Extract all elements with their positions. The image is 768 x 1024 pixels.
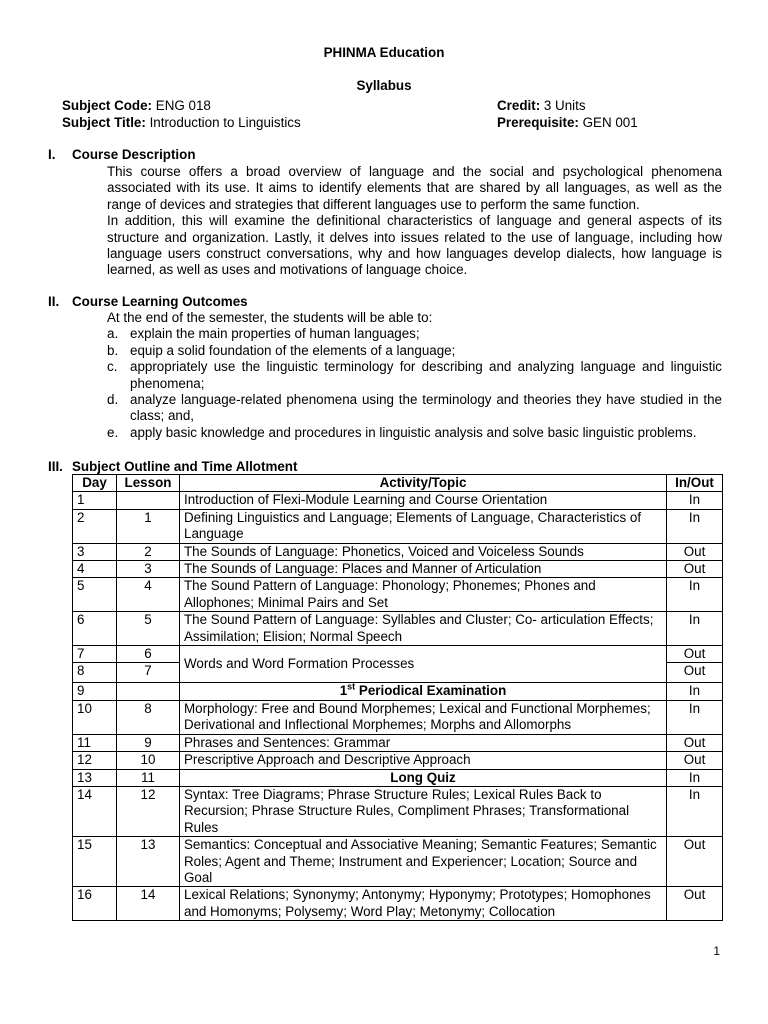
subject-code-label: Subject Code: [62, 98, 153, 113]
list-item-text: analyze language-related phenomena using the terminology and theories they have studied in the class; and, [130, 392, 722, 424]
table-row [73, 887, 723, 921]
cell-inout: In [667, 769, 723, 786]
list-marker: b. [107, 342, 119, 358]
credit-label: Credit: [497, 98, 541, 113]
cell-lesson: 13 [117, 837, 180, 887]
cell-inout: In [667, 612, 723, 646]
cell-day: 9 [73, 683, 117, 700]
list-item-text: equip a solid foundation of the elements of a language; [130, 342, 456, 358]
cell-lesson: 2 [117, 543, 180, 560]
course-description-body [107, 164, 722, 279]
table-row [73, 734, 723, 751]
cell-activity: The Sound Pattern of Language: Phonology; Phonemes; Phones and Allophones; Minimal Pairs and Set [180, 578, 667, 612]
cell-day: 8 [73, 663, 117, 683]
exam-label: Periodical Examination [358, 683, 507, 699]
cell-day: 7 [73, 646, 117, 663]
cell-lesson [117, 492, 180, 509]
prereq-value: GEN 001 [582, 115, 638, 130]
cell-inout: Out [667, 646, 723, 663]
section-title: Course Learning Outcomes [72, 294, 248, 309]
cell-lesson: 14 [117, 887, 180, 921]
description-paragraph: In addition, this will examine the definitional characteristics of language and general aspects of its structure and organization. Lastly, it delves into issues related to the use of language, including how language users construct conversations, why and how languages develop dialects, how language is learned, as well as uses and motivations of language choice. [107, 213, 722, 278]
description-paragraph: This course offers a broad overview of language and the social and psychological phenomena associated with its use. It aims to identify elements that are shared by all languages, as well as the range of devices and strategies that different languages use to perform the same function. [107, 164, 722, 212]
cell-lesson: 7 [117, 663, 180, 683]
cell-day: 15 [73, 837, 117, 887]
cell-lesson: 8 [117, 700, 180, 734]
cell-inout: Out [667, 663, 723, 683]
cell-lesson: 11 [117, 769, 180, 786]
cell-inout: In [667, 492, 723, 509]
cell-day: 10 [73, 700, 117, 734]
header-inout: In/Out [667, 475, 723, 492]
cell-inout: Out [667, 837, 723, 887]
exam-number: 1 [339, 683, 348, 699]
cell-inout: In [667, 578, 723, 612]
section-number: I. [48, 147, 56, 162]
cell-inout: In [667, 700, 723, 734]
table-row [73, 509, 723, 543]
cell-lesson: 3 [117, 561, 180, 578]
header-lesson: Lesson [117, 475, 180, 492]
cell-activity: The Sounds of Language: Places and Manner of Articulation [180, 561, 667, 578]
doc-type-title: Syllabus [356, 78, 412, 93]
list-item [107, 343, 722, 359]
cell-activity: Words and Word Formation Processes [180, 646, 667, 683]
page-number: 1 [713, 944, 720, 958]
cell-day: 3 [73, 543, 117, 560]
table-row [73, 786, 723, 836]
subject-title-value: Introduction to Linguistics [149, 115, 301, 130]
list-marker: c. [107, 359, 118, 375]
table-row [73, 752, 723, 769]
cell-lesson: 4 [117, 578, 180, 612]
subject-code-line [62, 98, 211, 114]
cell-day: 16 [73, 887, 117, 921]
cell-activity: The Sounds of Language: Phonetics, Voiced and Voiceless Sounds [180, 543, 667, 560]
cell-activity [180, 683, 667, 700]
outline-table [72, 474, 723, 921]
cell-inout: Out [667, 752, 723, 769]
cell-lesson: 5 [117, 612, 180, 646]
cell-day: 6 [73, 612, 117, 646]
list-marker: e. [107, 424, 119, 440]
cell-day: 13 [73, 769, 117, 786]
cell-day: 1 [73, 492, 117, 509]
cell-lesson: 6 [117, 646, 180, 663]
cell-activity: Long Quiz [180, 769, 667, 786]
cell-day: 2 [73, 509, 117, 543]
cell-inout: Out [667, 543, 723, 560]
cell-inout: Out [667, 561, 723, 578]
table-row [73, 700, 723, 734]
cell-lesson: 12 [117, 786, 180, 836]
list-item-text: explain the main properties of human languages; [130, 326, 420, 342]
prereq-label: Prerequisite: [497, 115, 579, 130]
credit-value: 3 Units [543, 98, 586, 113]
list-item [107, 392, 722, 425]
cell-inout: In [667, 683, 723, 700]
cell-activity: Syntax: Tree Diagrams; Phrase Structure Rules; Lexical Rules Back to Recursion; Phrase Structure Rules, Compliment Phrases; Transformational Rules [180, 786, 667, 836]
cell-activity: Semantics: Conceptual and Associative Meaning; Semantic Features; Semantic Roles; Agent and Theme; Instrument and Experiencer; Location; Source and Goal [180, 837, 667, 887]
cell-inout: In [667, 509, 723, 543]
cell-lesson: 1 [117, 509, 180, 543]
cell-day: 14 [73, 786, 117, 836]
cell-day: 5 [73, 578, 117, 612]
cell-inout: Out [667, 734, 723, 751]
cell-activity: The Sound Pattern of Language: Syllables and Cluster; Co- articulation Effects; Assimilation; Elision; Normal Speech [180, 612, 667, 646]
outcomes-intro: At the end of the semester, the students will be able to: [107, 310, 433, 325]
table-row [73, 683, 723, 700]
list-item [107, 425, 722, 441]
table-row [73, 837, 723, 887]
list-item-text: apply basic knowledge and procedures in linguistic analysis and solve basic linguistic problems. [130, 424, 697, 440]
credit-line [497, 98, 586, 114]
header-day: Day [73, 475, 117, 492]
section-title: Course Description [72, 147, 196, 162]
header-activity: Activity/Topic [180, 475, 667, 492]
table-row [73, 492, 723, 509]
list-marker: a. [107, 326, 119, 342]
section-title: Subject Outline and Time Allotment [72, 459, 298, 474]
cell-day: 11 [73, 734, 117, 751]
subject-code-value: ENG 018 [155, 98, 211, 113]
table-row [73, 612, 723, 646]
cell-day: 12 [73, 752, 117, 769]
prereq-line [497, 115, 638, 131]
table-row [73, 561, 723, 578]
cell-activity: Introduction of Flexi-Module Learning and Course Orientation [180, 492, 667, 509]
exam-ordinal: st [347, 682, 356, 692]
table-header-row [73, 475, 723, 492]
subject-title-label: Subject Title: [62, 115, 146, 130]
table-row [73, 769, 723, 786]
cell-activity: Defining Linguistics and Language; Elements of Language, Characteristics of Language [180, 509, 667, 543]
list-item [107, 326, 722, 342]
list-item [107, 359, 722, 392]
outcomes-body [107, 310, 722, 441]
cell-day: 4 [73, 561, 117, 578]
cell-inout: Out [667, 887, 723, 921]
cell-lesson: 9 [117, 734, 180, 751]
cell-activity: Morphology: Free and Bound Morphemes; Lexical and Functional Morphemes; Derivational and Inflectional Morphemes; Morphs and Allomorphs [180, 700, 667, 734]
table-row [73, 543, 723, 560]
outcomes-list [107, 326, 722, 441]
list-marker: d. [107, 392, 119, 408]
cell-activity: Lexical Relations; Synonymy; Antonymy; Hyponymy; Prototypes; Homophones and Homonyms; Polysemy; Word Play; Metonymy; Collocation [180, 887, 667, 921]
cell-activity: Phrases and Sentences: Grammar [180, 734, 667, 751]
section-number: III. [48, 459, 63, 474]
section-number: II. [48, 294, 60, 309]
table-row [73, 578, 723, 612]
cell-lesson [117, 683, 180, 700]
cell-activity: Prescriptive Approach and Descriptive Approach [180, 752, 667, 769]
list-item-text: appropriately use the linguistic terminology for describing and analyzing language and linguistic phenomena; [130, 359, 722, 391]
table-row [73, 646, 723, 663]
cell-inout: In [667, 786, 723, 836]
cell-lesson: 10 [117, 752, 180, 769]
subject-title-line [62, 115, 301, 131]
org-title: PHINMA Education [323, 45, 445, 60]
